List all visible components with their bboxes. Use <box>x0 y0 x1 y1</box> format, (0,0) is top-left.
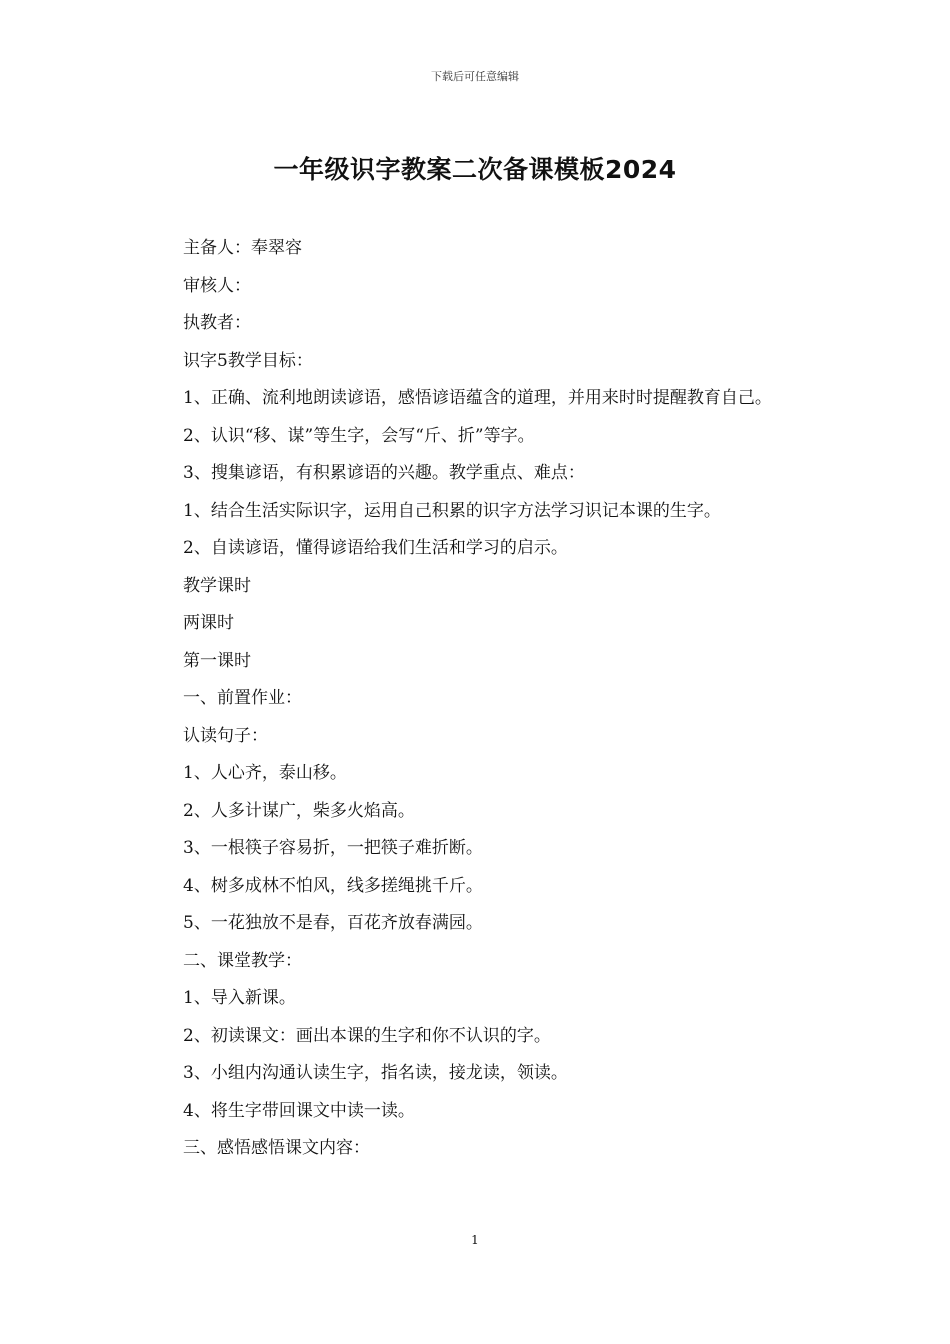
paragraph: 审核人： <box>183 275 251 296</box>
paragraph: 教学课时 <box>183 575 251 596</box>
page-number: 1 <box>471 1233 479 1247</box>
page-header-note: 下载后可任意编辑 <box>431 70 519 83</box>
paragraph: 第一课时 <box>183 650 251 671</box>
paragraph: 2、认识“移、谋”等生字，会写“斤、折”等字。 <box>183 425 535 446</box>
paragraph: 3、搜集谚语，有积累谚语的兴趣。教学重点、难点： <box>183 463 585 483</box>
paragraph: 1、正确、流利地朗读谚语，感悟谚语蕴含的道理，并用来时时提醒教育自己。 <box>183 388 772 408</box>
paragraph: 主备人：奉翠容 <box>183 238 302 258</box>
paragraph: 4、树多成林不怕风，线多搓绳挑千斤。 <box>183 875 483 896</box>
paragraph: 1、人心齐，泰山移。 <box>183 763 347 783</box>
document-title: 一年级识字教案二次备课模板2024 <box>273 155 677 184</box>
paragraph: 4、将生字带回课文中读一读。 <box>183 1100 415 1121</box>
paragraph: 2、人多计谋广，柴多火焰高。 <box>183 800 415 821</box>
paragraph: 三、感悟感悟课文内容： <box>183 1138 370 1158</box>
paragraph: 二、课堂教学： <box>183 950 302 971</box>
paragraph: 两课时 <box>183 613 234 633</box>
paragraph: 2、自读谚语，懂得谚语给我们生活和学习的启示。 <box>183 538 568 558</box>
paragraph: 一、前置作业： <box>183 688 302 708</box>
paragraph: 3、一根筷子容易折，一把筷子难折断。 <box>183 838 483 858</box>
paragraph: 3、小组内沟通认读生字，指名读，接龙读，领读。 <box>183 1063 568 1083</box>
paragraph: 2、初读课文：画出本课的生字和你不认识的字。 <box>183 1025 551 1046</box>
paragraph: 5、一花独放不是春，百花齐放春满园。 <box>183 913 483 933</box>
paragraph: 认读句子： <box>183 725 268 746</box>
paragraph: 1、导入新课。 <box>183 988 296 1008</box>
paragraph: 执教者： <box>183 313 251 333</box>
paragraph: 识字5教学目标： <box>183 350 313 371</box>
document-body <box>145 230 810 1168</box>
paragraph: 1、结合生活实际识字，运用自己积累的识字方法学习识记本课的生字。 <box>183 500 721 521</box>
